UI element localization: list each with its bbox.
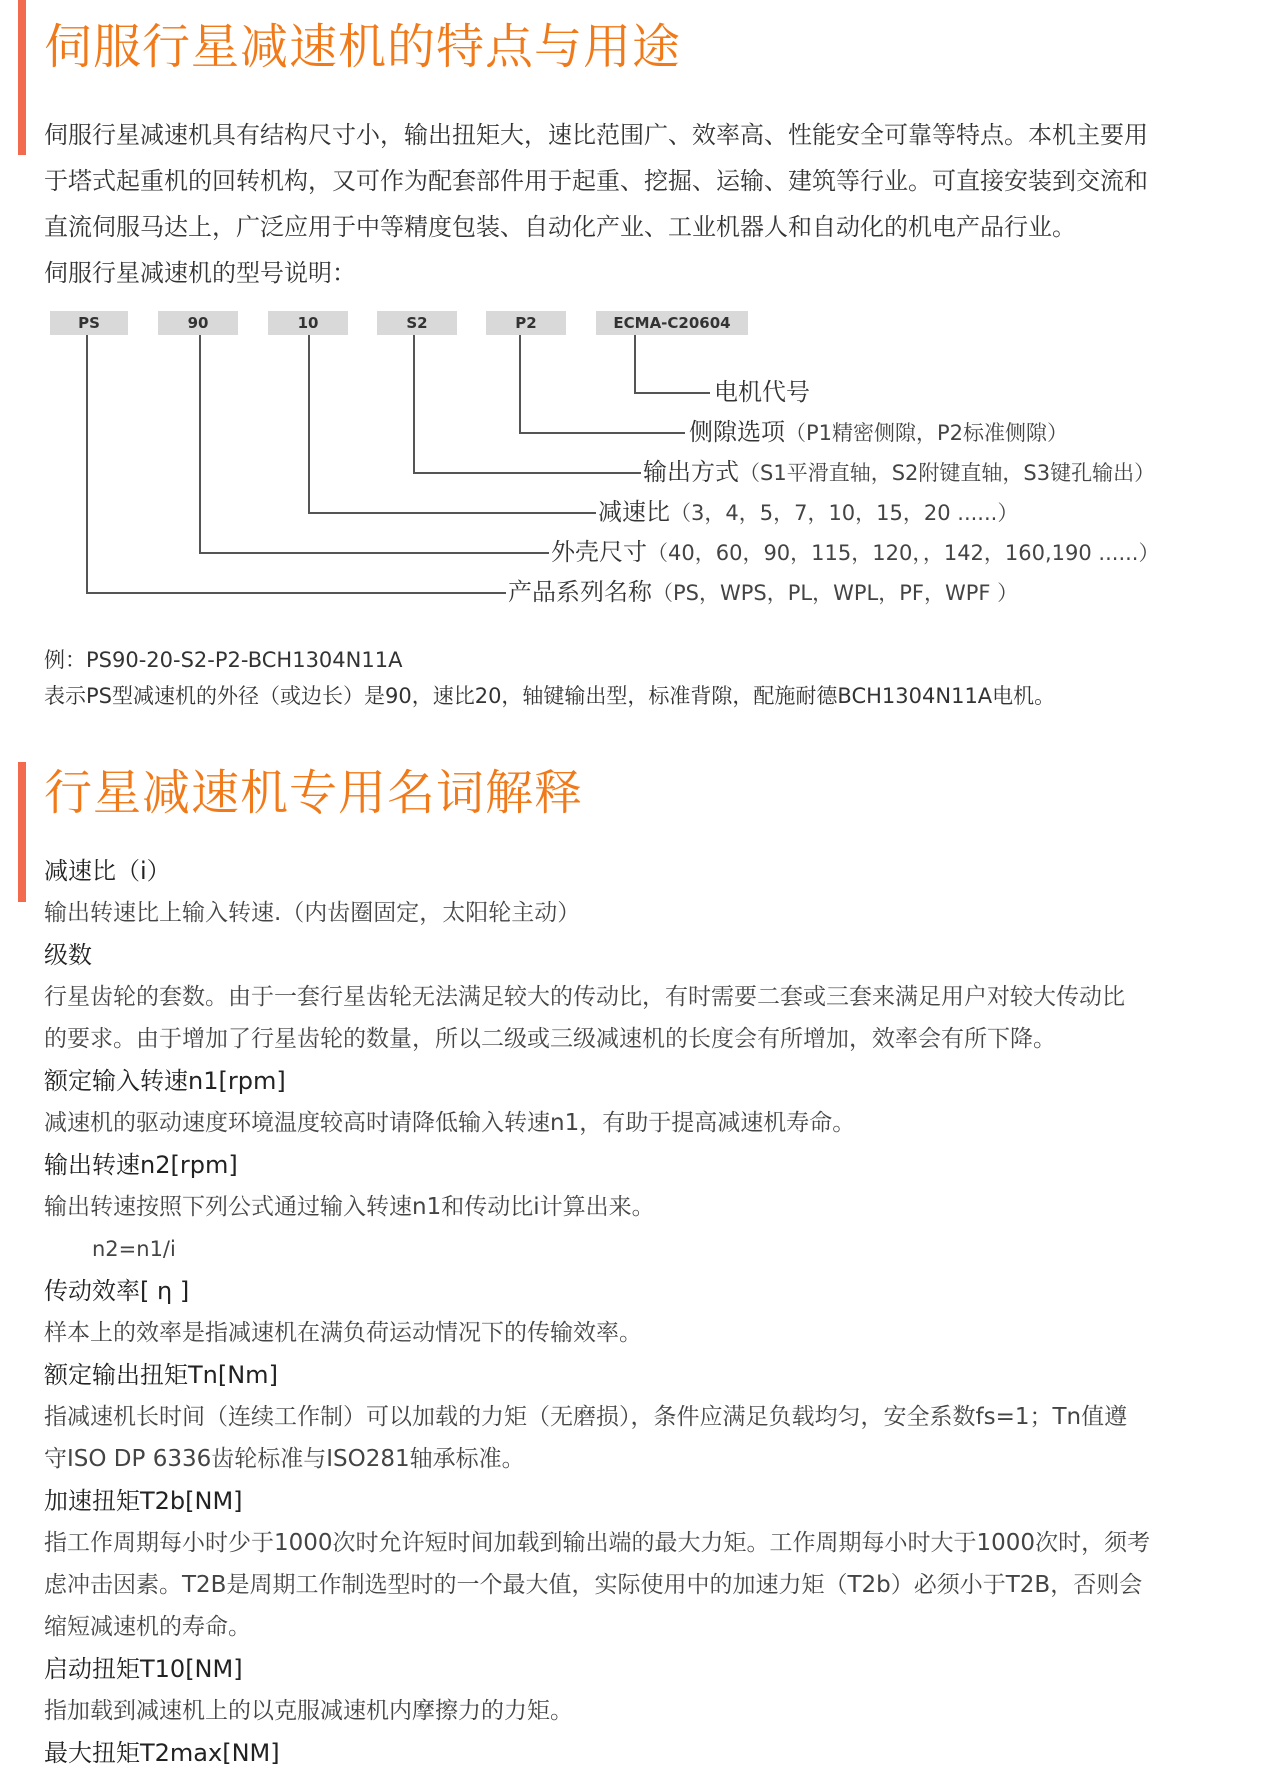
code-box-size: 90 — [158, 311, 238, 335]
model-explanation-heading: 伺服行星减速机的型号说明： — [44, 259, 356, 287]
glossary-item — [44, 850, 1264, 934]
label-series: 产品系列名称（PS，WPS，PL，WPL，PF，WPF ） — [508, 578, 1019, 606]
term-description: 虑冲击因素。T2B是周期工作制选型时的一个最大值，实际使用中的加速力矩（T2b）必须小于T2B，否则会 — [44, 1572, 1143, 1598]
connector-line — [199, 335, 201, 553]
glossary-item — [44, 1270, 1264, 1354]
example-code: 例：PS90-20-S2-P2-BCH1304N11A — [44, 648, 403, 672]
intro-paragraph — [44, 112, 1244, 296]
term-name: 加速扭矩T2b[NM] — [44, 1487, 243, 1515]
label-ratio: 减速比（3，4，5，7，10，15，20 ......） — [598, 498, 1019, 526]
code-box-series: PS — [50, 311, 128, 335]
term-description: 指工作周期每小时少于1000次时允许短时间加载到输出端的最大力矩。工作周期每小时大于1000次时，须考 — [44, 1530, 1151, 1556]
section-accent-bar — [18, 762, 26, 902]
section-accent-bar — [18, 0, 26, 155]
connector-line — [308, 512, 596, 514]
term-description: 的要求。由于增加了行星齿轮的数量，所以二级或三级减速机的长度会有所增加，效率会有所下降。 — [44, 1026, 1056, 1052]
glossary-item — [44, 1648, 1264, 1732]
label-backlash: 侧隙选项（P1精密侧隙，P2标准侧隙） — [689, 418, 1069, 446]
term-name: 减速比（i） — [44, 857, 171, 885]
connector-line — [519, 432, 685, 434]
intro-line: 伺服行星减速机具有结构尺寸小，输出扭矩大，速比范围广、效率高、性能安全可靠等特点。本机主要用 — [44, 121, 1148, 149]
intro-line: 于塔式起重机的回转机构，又可作为配套部件用于起重、挖掘、运输、建筑等行业。可直接安装到交流和 — [44, 167, 1148, 195]
term-description: 减速机的驱动速度环境温度较高时请降低输入转速n1，有助于提高减速机寿命。 — [44, 1110, 856, 1136]
example-explanation: 表示PS型减速机的外径（或边长）是90，速比20，轴键输出型，标准背隙，配施耐德BCH1304N11A电机。 — [44, 684, 1056, 708]
connector-line — [308, 335, 310, 513]
glossary-item — [44, 1060, 1264, 1144]
term-description: 行星齿轮的套数。由于一套行星齿轮无法满足较大的传动比，有时需要二套或三套来满足用户对较大传动比 — [44, 984, 1125, 1010]
term-name: 额定输入转速n1[rpm] — [44, 1067, 286, 1095]
term-description: 守ISO DP 6336齿轮标准与ISO281轴承标准。 — [44, 1446, 525, 1472]
label-motor-code: 电机代号 — [714, 378, 810, 406]
code-box-motor: ECMA-C20604 — [596, 311, 748, 335]
glossary-item — [44, 1144, 1264, 1270]
term-name: 额定输出扭矩Tn[Nm] — [44, 1361, 278, 1389]
term-name: 输出转速n2[rpm] — [44, 1151, 238, 1179]
term-name: 启动扭矩T10[NM] — [44, 1655, 243, 1683]
term-description: 输出转速按照下列公式通过输入转速n1和传动比i计算出来。 — [44, 1194, 655, 1220]
code-box-output: S2 — [377, 311, 457, 335]
term-description: 指加载到减速机上的以克服减速机内摩擦力的力矩。 — [44, 1698, 573, 1724]
section-title-features: 伺服行星减速机的特点与用途 — [44, 19, 682, 75]
formula: n2=n1/i — [92, 1237, 176, 1261]
connector-line — [634, 392, 710, 394]
example-block — [44, 642, 1055, 714]
code-box-ratio: 10 — [268, 311, 348, 335]
connector-line — [199, 552, 549, 554]
connector-line — [519, 335, 521, 433]
label-size: 外壳尺寸（40，60，90，115，120，，142，160,190 ......） — [551, 538, 1160, 566]
connector-line — [634, 335, 636, 393]
term-name: 传动效率[ η ] — [44, 1277, 190, 1305]
connector-line — [86, 335, 88, 593]
term-description: 样本上的效率是指减速机在满负荷运动情况下的传输效率。 — [44, 1320, 642, 1346]
connector-line — [86, 592, 506, 594]
connector-line — [413, 335, 415, 473]
intro-line: 直流伺服马达上，广泛应用于中等精度包装、自动化产业、工业机器人和自动化的机电产品行业。 — [44, 213, 1076, 241]
term-name: 最大扭矩T2max[NM] — [44, 1739, 280, 1767]
code-box-backlash: P2 — [486, 311, 566, 335]
term-description: 指减速机长时间（连续工作制）可以加载的力矩（无磨损），条件应满足负载均匀，安全系数fs=1；Tn值遵 — [44, 1404, 1128, 1430]
connector-line — [413, 472, 641, 474]
glossary-list — [44, 850, 1264, 1774]
glossary-item — [44, 934, 1264, 1060]
glossary-item — [44, 1732, 1264, 1774]
label-output: 输出方式（S1平滑直轴，S2附键直轴，S3键孔输出） — [643, 458, 1156, 486]
glossary-item — [44, 1480, 1264, 1648]
term-description: 缩短减速机的寿命。 — [44, 1614, 251, 1640]
section-title-glossary: 行星减速机专用名词解释 — [44, 765, 584, 821]
glossary-item — [44, 1354, 1264, 1480]
model-code-diagram — [0, 300, 1280, 630]
term-name: 级数 — [44, 941, 92, 969]
term-description: 输出转速比上输入转速.（内齿圈固定，太阳轮主动） — [44, 900, 581, 926]
